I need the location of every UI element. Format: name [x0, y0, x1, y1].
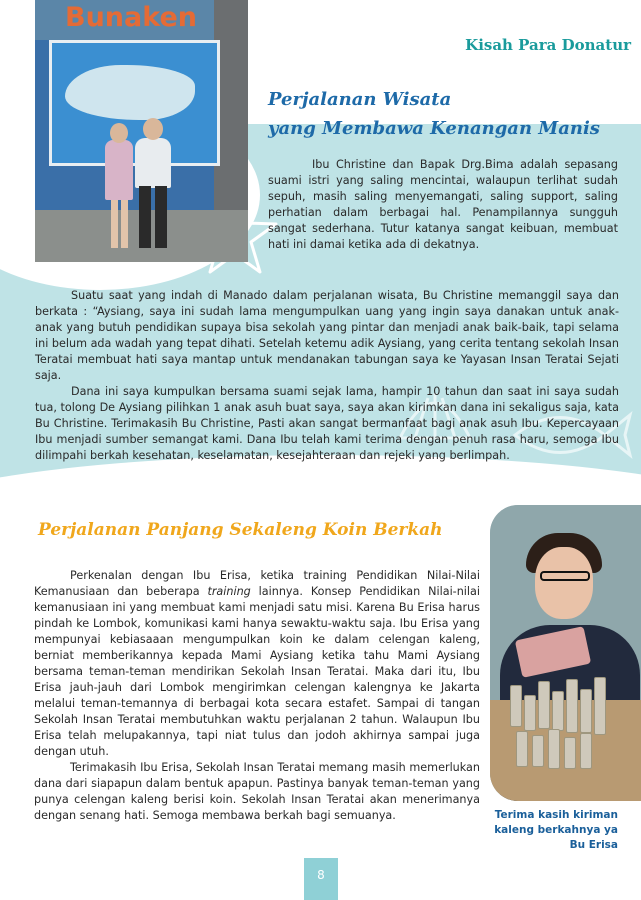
photo-caption: Terima kasih kiriman kaleng berkahnya ya Bu Erisa — [494, 809, 618, 851]
article-1-paragraph-1: Suatu saat yang indah di Manado dalam perjalanan wisata, Bu Christine memanggil saya dan berkata : “Aysiang, saya ini sudah lama mengumpulkan uang yang ingin saya danakan untuk anak-anak yang butuh pendidikan supaya bisa sekolah yang pintar dan menjadi anak baik-baik, tapi selama ini belum ada wadah yang tepat dihati. Setelah ketemu adik Aysiang, yang cerita tentang sekolah Insan Teratai membuat hati saya mantap untuk mendanakan tabungan saya ke Yayasan Insan Teratai Sejati saja. — [35, 289, 619, 382]
section-title: Kisah Para Donatur — [465, 36, 631, 54]
article-2-paragraph-1-part-b: lainnya. Konsep Pendidikan Nilai-nilai kemanusiaan ini yang membuat kami menjadi satu misi. Karena Bu Erisa harus pindah ke Lombok, komunikasi kami hanya sewaktu-waktu saja. Ibu Erisa yang mempunyai kebiasaaan mengumpulkan koin ke dalam celengan kaleng, berniat memberikannya kepada Mami Aysiang ketika tahu Mami Aysiang bersama teman-teman mendirikan Sekolah Insan Teratai. Maka dari itu, Ibu Erisa jauh-jauh dari Lombok mengirimkan celengan kalengnya ke Jakarta melalui teman-temannya di berbagai kota secara estafet. Sampai di tangan Sekolah Insan Teratai membutuhkan waktu perjalanan 2 tahun. Walaupun Ibu Erisa telah melupakannya, tapi niat tulus dan jodoh akhirnya sampai juga dengan utuh. — [34, 585, 480, 758]
page-number: 8 — [317, 868, 325, 882]
article-title-2: Perjalanan Panjang Sekaleng Koin Berkah — [38, 520, 443, 540]
island-map-shape — [65, 65, 195, 120]
article-2-paragraph-1-part-a: Perkenalan dengan Ibu Erisa, ketika training Pendidikan Nilai-Nilai Kemanusiaan dan beberapa — [34, 569, 480, 598]
couple-photo — [35, 0, 248, 262]
article-2-italic-word: training — [207, 585, 251, 598]
article-title-1 — [268, 85, 600, 143]
article-1-paragraph-2: Dana ini saya kumpulkan bersama suami sejak lama, hampir 10 tahun dan saat ini saya sudah tua, tolong De Aysiang pilihkan 1 anak asuh buat saya, saya akan kirimkan dana ini sekaligus saja, kata Bu Christine. Terimakasih Bu Christine, Pasti akan sangat bermanfaat bagi anak asuh Ibu. Kepercayaan Ibu menjadi sumber semangat kami. Dana Ibu telah kami terima dengan penuh rasa haru, semoga Ibu dilimpahi berkah kesehatan, keselamatan, kesejahteraan dan rejeki yang berlimpah. — [35, 385, 619, 462]
page-number-box — [304, 858, 338, 900]
article-title-1-line2: yang Membawa Kenangan Manis — [268, 118, 600, 139]
intro-text: Ibu Christine dan Bapak Drg.Bima adalah sepasang suami istri yang saling mencintai, walaupun terlihat sudah sepuh, masih saling menyemangati, saling support, saling perhatian dalam berbagai hal. Penampilannya sungguh sangat sederhana. Tutur katanya sangat keibuan, membuat hati ini damai ketika ada di dekatnya. — [268, 158, 618, 251]
bunaken-sign-text: Bunaken — [65, 2, 198, 33]
coin-donor-photo — [490, 505, 641, 801]
article-2-paragraph-1 — [34, 568, 480, 760]
article-2-paragraph-2: Terimakasih Ibu Erisa, Sekolah Insan Teratai memang masih memerlukan dana dari siapapun dalam bentuk apapun. Pastinya banyak teman-teman yang punya celengan kaleng berisi koin. Sekolah Insan Teratai akan menerimanya dengan senang hati. Semoga membawa berkah bagi semuanya. — [34, 761, 480, 822]
glasses-shape — [540, 571, 590, 581]
article-2-body — [34, 568, 480, 824]
article-title-1-line1: Perjalanan Wisata — [268, 89, 452, 110]
intro-paragraph — [268, 157, 618, 253]
article-1-body — [35, 288, 619, 464]
